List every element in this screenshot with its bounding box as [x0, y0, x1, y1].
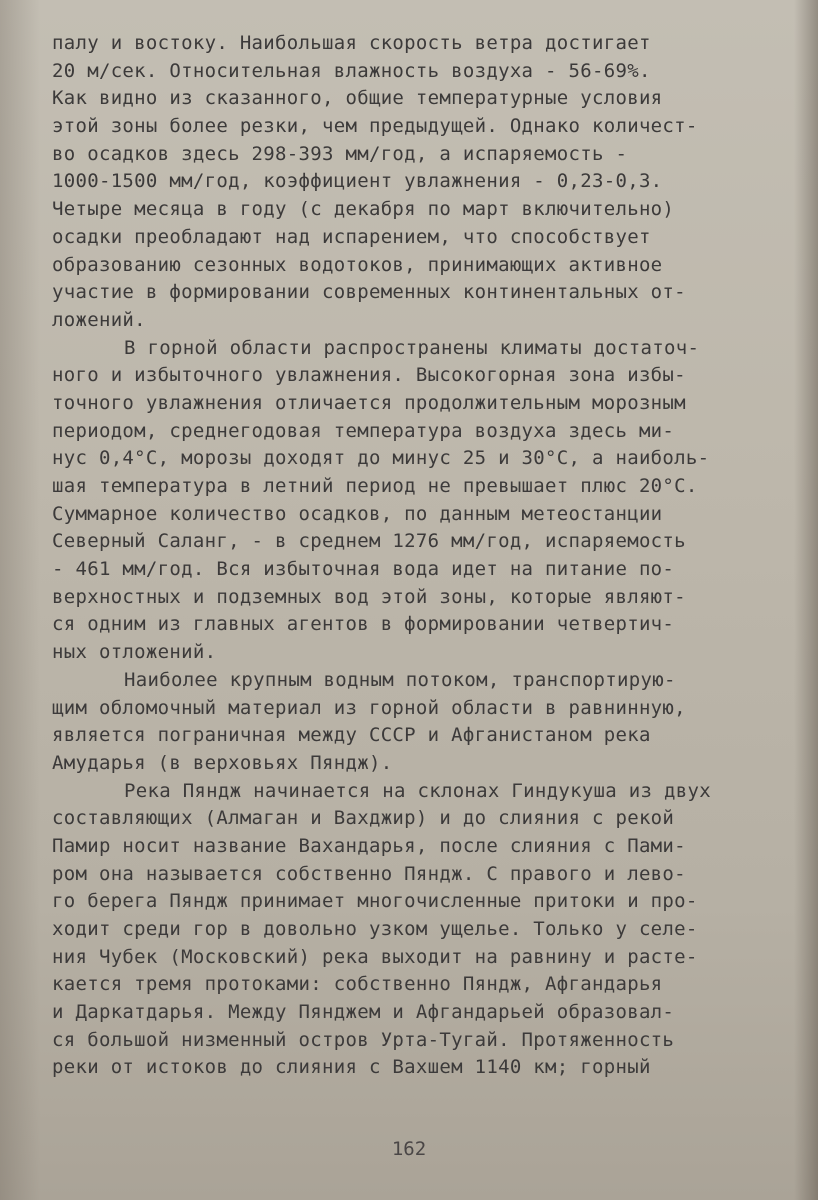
body-text [52, 30, 792, 1082]
text-line: Амударья (в верховьях Пяндж). [52, 751, 393, 774]
text-line: го берега Пяндж принимает многочисленные притоки и про- [52, 890, 698, 913]
paragraph-start-line: Наиболее крупным водным потоком, транспортирую- [124, 668, 676, 691]
text-line: ся одним из главных агентов в формировании четвертич- [52, 613, 675, 636]
text-line: ния Чубек (Московский) река выходит на равнину и расте- [52, 945, 698, 968]
text-line: Памир носит название Вахандарья, после слияния с Пами- [52, 834, 686, 857]
paragraph-start-line: Река Пяндж начинается на склонах Гиндукуша из двух [124, 779, 711, 802]
page-number: 162 [391, 1138, 427, 1160]
paragraph-start-line: В горной области распространены климаты достаточ- [124, 336, 700, 359]
text-line: во осадков здесь 298-393 мм/год, а испаряемость - [52, 142, 628, 165]
text-line: Четыре месяца в году (с декабря по март включительно) [52, 198, 675, 221]
text-line: составляющих (Алмаган и Вахджир) и до слияния с рекой [52, 807, 675, 830]
text-line: - 461 мм/год. Вся избыточная вода идет на питание по- [52, 558, 675, 581]
text-line: ся большой низменный остров Урта-Тугай. Протяженность [52, 1028, 675, 1051]
text-line: периодом, среднегодовая температура воздуха здесь ми- [52, 419, 675, 442]
text-line: палу и востоку. Наибольшая скорость ветра достигает [52, 32, 651, 54]
text-line: щим обломочный материал из горной области в равнинную, [52, 696, 686, 719]
text-line: этой зоны более резки, чем предыдущей. Однако количест- [52, 115, 698, 138]
text-line: реки от истоков до слияния с Вахшем 1140 км; горный [52, 1056, 651, 1079]
text-line: нус 0,4°С, морозы доходят до минус 25 и 30°С, а наиболь- [52, 447, 710, 470]
text-line: участие в формировании современных континентальных от- [52, 281, 686, 304]
page-shadow-left [0, 0, 40, 1200]
text-line: является пограничная между СССР и Афганистаном река [52, 724, 651, 747]
text-line: осадки преобладают над испарением, что способствует [52, 225, 651, 248]
text-line: ных отложений. [52, 641, 217, 664]
text-line: ложений. [52, 308, 146, 331]
text-line: 1000-1500 мм/год, коэффициент увлажнения - 0,23-0,3. [52, 170, 663, 193]
text-line: Суммарное количество осадков, по данным метеостанции [52, 502, 663, 525]
text-line: ром она называется собственно Пяндж. С правого и лево- [52, 862, 686, 885]
text-line: 20 м/сек. Относительная влажность воздуха - 56-69%. [52, 59, 651, 82]
text-line: кается тремя протоками: собственно Пяндж, Афгандарья [52, 973, 663, 996]
text-line: Северный Саланг, - в среднем 1276 мм/год, испаряемость [52, 530, 686, 553]
text-line: точного увлажнения отличается продолжительным морозным [52, 391, 686, 414]
text-line: ного и избыточного увлажнения. Высокогорная зона избы- [52, 364, 686, 387]
text-line: образованию сезонных водотоков, принимающих активное [52, 253, 663, 276]
text-line: верхностных и подземных вод этой зоны, которые являют- [52, 585, 686, 608]
text-line: ходит среди гор в довольно узком ущелье. Только у селе- [52, 918, 698, 940]
text-line: шая температура в летний период не превышает плюс 20°С. [52, 475, 698, 497]
text-line: и Даркатдарья. Между Пянджем и Афгандарьей образовал- [52, 1001, 675, 1024]
text-line: Как видно из сказанного, общие температурные условия [52, 87, 663, 110]
page-shadow-right [794, 0, 818, 1200]
